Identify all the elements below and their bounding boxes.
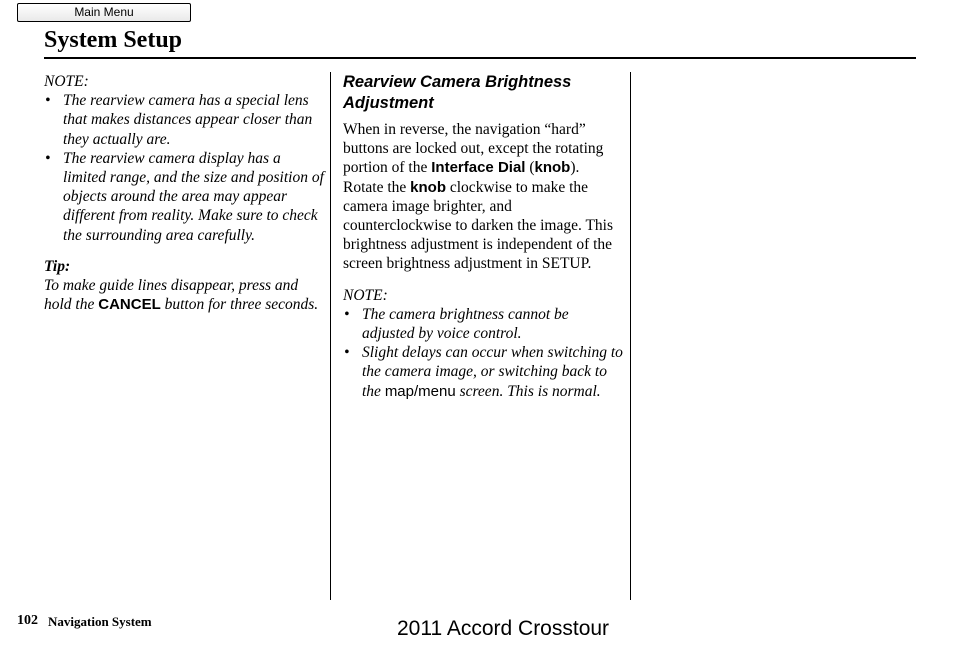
note-text: [362, 344, 623, 399]
note-heading: NOTE:: [44, 73, 89, 90]
body-text-1: When in reverse, the navigation “hard” buttons are locked out, except the rotating portion of the: [343, 121, 604, 177]
left-column: [44, 72, 324, 314]
watermark: 2011 Accord Crosstour: [397, 617, 610, 640]
note-text-before: Slight delays can occur when switching to the camera image, or switching back to the: [362, 344, 623, 400]
bullet-icon: •: [344, 344, 350, 362]
column-divider-left: [330, 72, 331, 600]
interface-dial-term: Interface Dial: [431, 159, 526, 177]
note-item: [44, 91, 324, 149]
right-column: [343, 72, 623, 401]
cancel-button-name: CANCEL: [98, 296, 161, 314]
bullet-icon: •: [45, 92, 51, 110]
note-item: [44, 149, 324, 245]
tip-text-after: button for three seconds.: [160, 296, 319, 314]
section-heading: Rearview Camera Brightness Adjustment: [343, 73, 572, 112]
body-text-3: ). Rotate the: [343, 159, 580, 196]
footer-section-name: Navigation System: [48, 614, 152, 629]
page-number: 102: [17, 613, 38, 628]
note-text: The camera brightness cannot be adjusted by voice control.: [362, 305, 569, 343]
body-text-2: (: [525, 159, 535, 177]
tip-text: [44, 276, 324, 314]
body-text-4: clockwise to make the camera image brighter, and counterclockwise to darken the image. This brightness adjustment is independent of the screen brightness adjustment in SETUP.: [343, 178, 614, 273]
tip-text-before: To make guide lines disappear, press and hold the: [44, 277, 299, 314]
map-menu-term: map/menu: [384, 382, 456, 400]
note-list: [343, 305, 623, 401]
note-text: The rearview camera has a special lens that makes distances appear closer than they actually are.: [63, 92, 313, 148]
title-divider: [44, 57, 916, 59]
note-text-after: screen. This is normal.: [455, 382, 601, 400]
knob-term: knob: [534, 159, 571, 177]
note-text: The rearview camera display has a limited range, and the size and position of objects around the area may appear different from reality. Make sure to check the surrounding area carefully.: [63, 149, 324, 244]
bullet-icon: •: [344, 305, 350, 323]
body-paragraph: [343, 120, 623, 274]
knob-term: knob: [410, 178, 446, 196]
note-item: [343, 343, 623, 401]
note-list: [44, 91, 324, 245]
column-divider-right: [630, 72, 631, 600]
note-heading: NOTE:: [343, 286, 388, 304]
bullet-icon: •: [45, 149, 51, 167]
note-item: [343, 305, 623, 343]
tip-heading: Tip:: [44, 257, 71, 275]
main-menu-button[interactable]: Main Menu: [17, 3, 191, 22]
page-title: System Setup: [44, 27, 183, 53]
